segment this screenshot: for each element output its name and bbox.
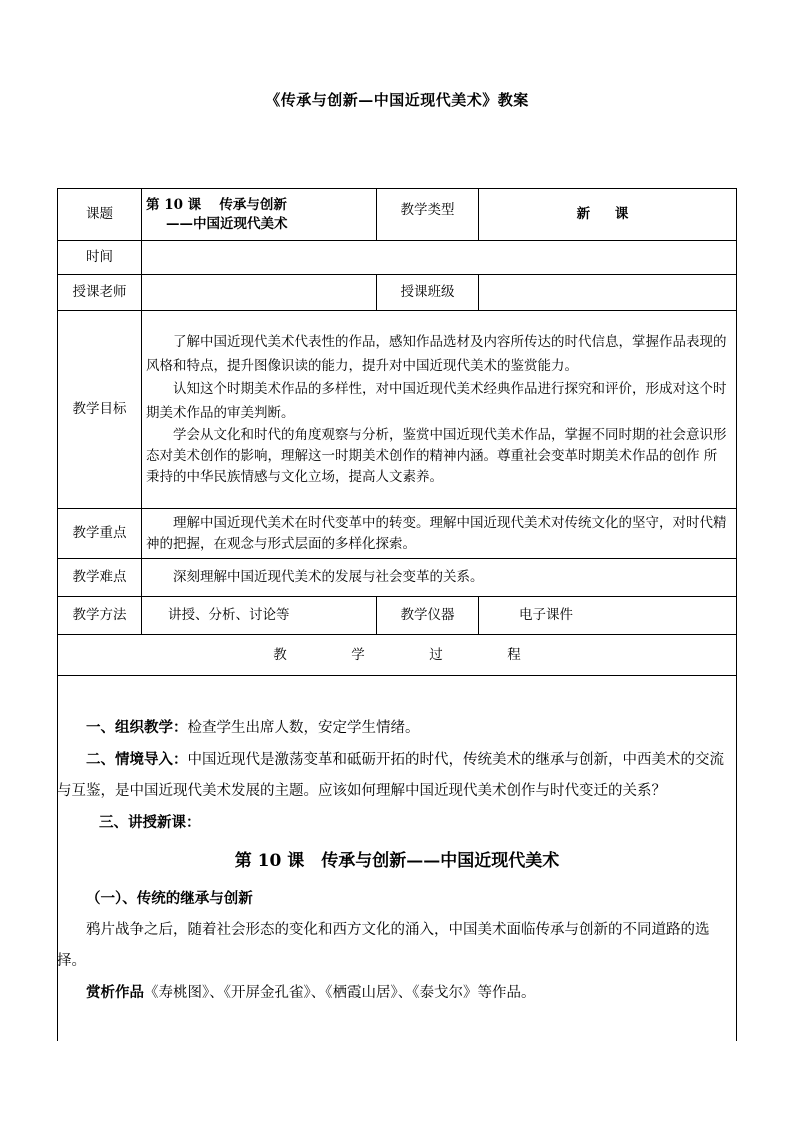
lesson-type-value: 新 课 [479, 189, 737, 241]
lesson-title: 第 10 课 传承与创新——中国近现代美术 [234, 851, 560, 871]
topic-value [142, 189, 377, 241]
difficulty-content [142, 559, 737, 597]
goal-paragraph: 认知这个时期美术作品的多样性，对中国近现代美术经典作品进行探究和评价，形成对这个时期美术作品的审美判断。 [146, 381, 727, 421]
subsection-heading-text: （一）、传统的继承与创新 [86, 890, 253, 907]
teacher-value [142, 275, 377, 311]
goals-label: 教学目标 [58, 311, 142, 509]
class-value [479, 275, 737, 311]
row-goals [58, 311, 737, 509]
section-intro [57, 744, 737, 807]
class-label: 授课班级 [377, 275, 479, 311]
lesson-type-label: 教学类型 [377, 189, 479, 241]
appreciate-line [57, 977, 737, 1009]
topic-label: 课题 [58, 189, 142, 241]
goals-content [142, 311, 737, 509]
document-title: 《传承与创新—中国近现代美术》教案 [265, 91, 529, 109]
process-header [58, 635, 737, 676]
topic-line2: ——中国近现代美术 [166, 215, 288, 232]
section-new-lesson-heading: 三、讲授新课： [99, 814, 201, 831]
section-intro-text: 中国近现代是激荡变革和砥砺开拓的时代，传统美术的继承与创新，中西美术的交流与互鉴，是中国近现代美术发展的主题。应该如何理解中国近现代美术创作与时代变迁的关系？ [57, 752, 724, 799]
equipment-label: 教学仪器 [377, 597, 479, 635]
equipment-value: 电子课件 [479, 597, 737, 635]
row-difficulty [58, 559, 737, 597]
appreciate-text: 《寿桃图》、《开屏金孔雀》、《栖霞山居》、《泰戈尔》等作品。 [144, 985, 536, 1001]
section-organize [57, 712, 737, 744]
row-key-points [58, 509, 737, 559]
goal-paragraph: 学会从文化和时代的角度观察与分析，鉴赏中国近现代美术作品，掌握不同时期的社会意识形态对美术创作的影响，理解这一时期美术创作的精神内涵。尊重社会变革时期美术作品的创作 所秉持的中华民族情感与文化立场，提高人文素养。 [146, 427, 727, 485]
difficulty-label: 教学难点 [58, 559, 142, 597]
row-method [58, 597, 737, 635]
row-time [58, 241, 737, 275]
row-teacher [58, 275, 737, 311]
section-organize-text: 检查学生出席人数，安定学生情绪。 [187, 720, 420, 736]
section-organize-heading: 一、组织教学： [86, 719, 188, 736]
topic-line1: 第 10 课 传承与创新 [146, 197, 287, 214]
method-label: 教学方法 [58, 597, 142, 635]
process-body [57, 712, 737, 1009]
subsection-text: 鸦片战争之后，随着社会形态的变化和西方文化的涌入，中国美术面临传承与创新的不同道路的选择。 [57, 922, 710, 969]
teacher-label: 授课老师 [58, 275, 142, 311]
subsection-heading [57, 883, 737, 915]
time-value [142, 241, 737, 275]
section-new-lesson [57, 807, 737, 839]
process-char: 过 [429, 646, 443, 663]
process-char: 学 [351, 646, 365, 663]
time-label: 时间 [58, 241, 142, 275]
section-intro-heading: 二、情境导入： [86, 751, 188, 768]
row-topic [58, 189, 737, 241]
method-value: 讲授、分析、讨论等 [142, 597, 377, 635]
goal-paragraph: 了解中国近现代美术代表性的作品，感知作品选材及内容所传达的时代信息，掌握作品表现的风格和特点，提升图像识读的能力，提升对中国近现代美术的鉴赏能力。 [146, 334, 727, 374]
row-process-header [58, 635, 737, 676]
appreciate-heading: 赏析作品 [86, 984, 144, 1001]
key-points-text: 理解中国近现代美术在时代变革中的转变。理解中国近现代美术对传统文化的坚守，对时代精神的把握，在观念与形式层面的多样化探索。 [146, 514, 727, 552]
difficulty-text: 深刻理解中国近现代美术的发展与社会变革的关系。 [173, 569, 484, 586]
process-char: 教 [273, 646, 287, 663]
process-char: 程 [507, 646, 521, 663]
key-points-label: 教学重点 [58, 509, 142, 559]
key-points-content [142, 509, 737, 559]
